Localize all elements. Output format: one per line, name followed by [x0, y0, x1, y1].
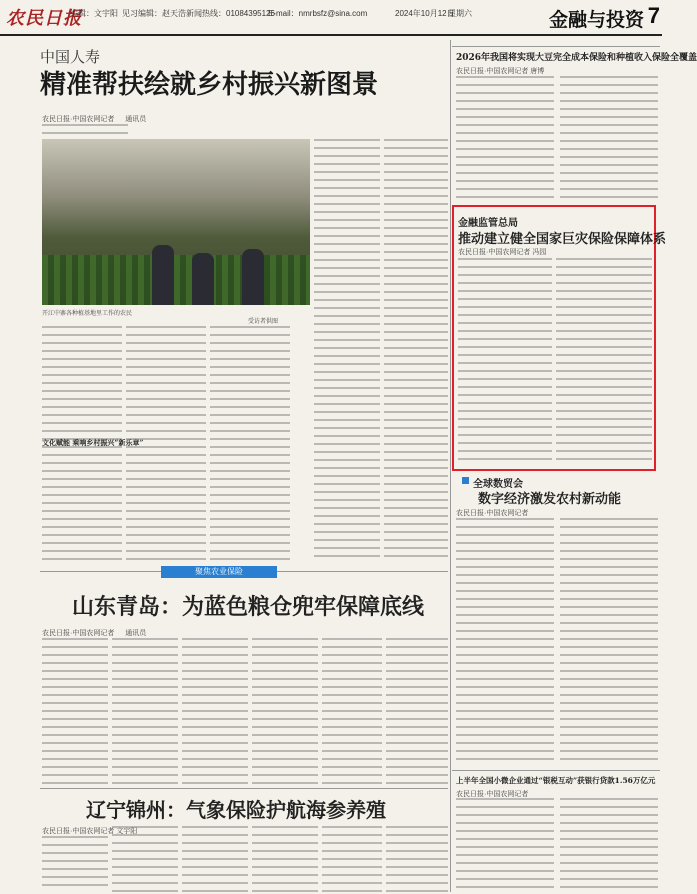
- weekday: 星期六: [448, 9, 472, 18]
- article-kicker: 全球数贸会: [473, 479, 523, 490]
- article-body: [252, 638, 318, 786]
- article-body: [42, 638, 108, 786]
- email: E-mail：nmrbsfz@sina.com: [268, 9, 368, 18]
- article-byline: 农民日报·中国农网记者 通讯员: [42, 630, 147, 637]
- article-body: [456, 76, 554, 201]
- article-body: [42, 836, 108, 892]
- article-byline: 农民日报·中国农网记者: [456, 510, 529, 517]
- article-body: [252, 826, 318, 892]
- page-number: 7: [647, 3, 660, 28]
- section-marker-icon: [462, 477, 469, 484]
- photo-credit: 受访者供图: [248, 319, 279, 325]
- divider: [452, 46, 660, 47]
- article-body: [458, 258, 552, 464]
- article-headline: 上半年全国小微企业通过“银税互动”获银行贷款1.56万亿元: [456, 776, 656, 785]
- article-body: [560, 518, 658, 766]
- column-rule: [450, 40, 451, 892]
- masthead: [0, 0, 662, 36]
- proof-editor: 见习编辑：赵天浩: [122, 9, 186, 18]
- section-banner: 聚焦农业保险: [161, 566, 277, 578]
- article-subhead: 文化赋能 乘响乡村振兴“新乐章”: [42, 438, 144, 447]
- article-byline: 农民日报·中国农网记者 冯园: [458, 249, 547, 256]
- article-headline: 数字经济激发农村新动能: [478, 492, 622, 507]
- article-headline: 精准帮扶绘就乡村振兴新图景: [40, 70, 379, 100]
- photo-caption: 开江中寨各种植基地里工作的农民: [42, 311, 133, 317]
- article-body: [126, 326, 206, 566]
- article-body: [456, 798, 554, 892]
- article-body: [112, 826, 178, 892]
- article-body: [210, 326, 290, 566]
- article-byline: 农民日报·中国农网记者: [456, 791, 529, 798]
- article-byline: 农民日报·中国农网记者 通讯员: [42, 116, 147, 123]
- article-body: [386, 826, 448, 892]
- article-body: [322, 826, 382, 892]
- article-body: [384, 139, 448, 559]
- article-headline: 推动建立健全国家巨灾保险保障体系: [458, 232, 667, 247]
- article-body: [322, 638, 382, 786]
- article-photo: [42, 139, 310, 305]
- article-kicker: 金融监管总局: [458, 218, 518, 229]
- section-title: 金融与投资: [548, 10, 644, 31]
- news-hotline: 新闻热线：01084395126: [186, 9, 275, 18]
- article-body: [42, 124, 128, 138]
- article-body: [182, 826, 248, 892]
- editor: 编辑：文宇阳: [70, 9, 118, 18]
- article-headline: 辽宁锦州：气象保险护航海参养殖: [86, 798, 386, 822]
- article-byline: 农民日报·中国农网记者 唐博: [456, 68, 545, 75]
- article-byline: 农民日报·中国农网记者 文宇阳: [42, 828, 138, 835]
- article-body: [560, 76, 658, 201]
- article-body: [112, 638, 178, 786]
- article-headline: 山东青岛：为蓝色粮仓兜牢保障底线: [72, 594, 425, 620]
- divider: [40, 788, 448, 789]
- article-body: [314, 139, 380, 559]
- article-kicker: 中国人寿: [40, 48, 101, 66]
- article-body: [560, 798, 658, 892]
- date: 2024年10月12日: [395, 9, 455, 18]
- article-body: [456, 518, 554, 766]
- newspaper-logo: 农民日报: [6, 8, 82, 29]
- divider: [452, 770, 660, 771]
- article-headline: 2026年我国将实现大豆完全成本保险和种植收入保险全覆盖: [456, 53, 697, 63]
- article-body: [386, 638, 448, 786]
- article-body: [556, 258, 652, 464]
- article-body: [182, 638, 248, 786]
